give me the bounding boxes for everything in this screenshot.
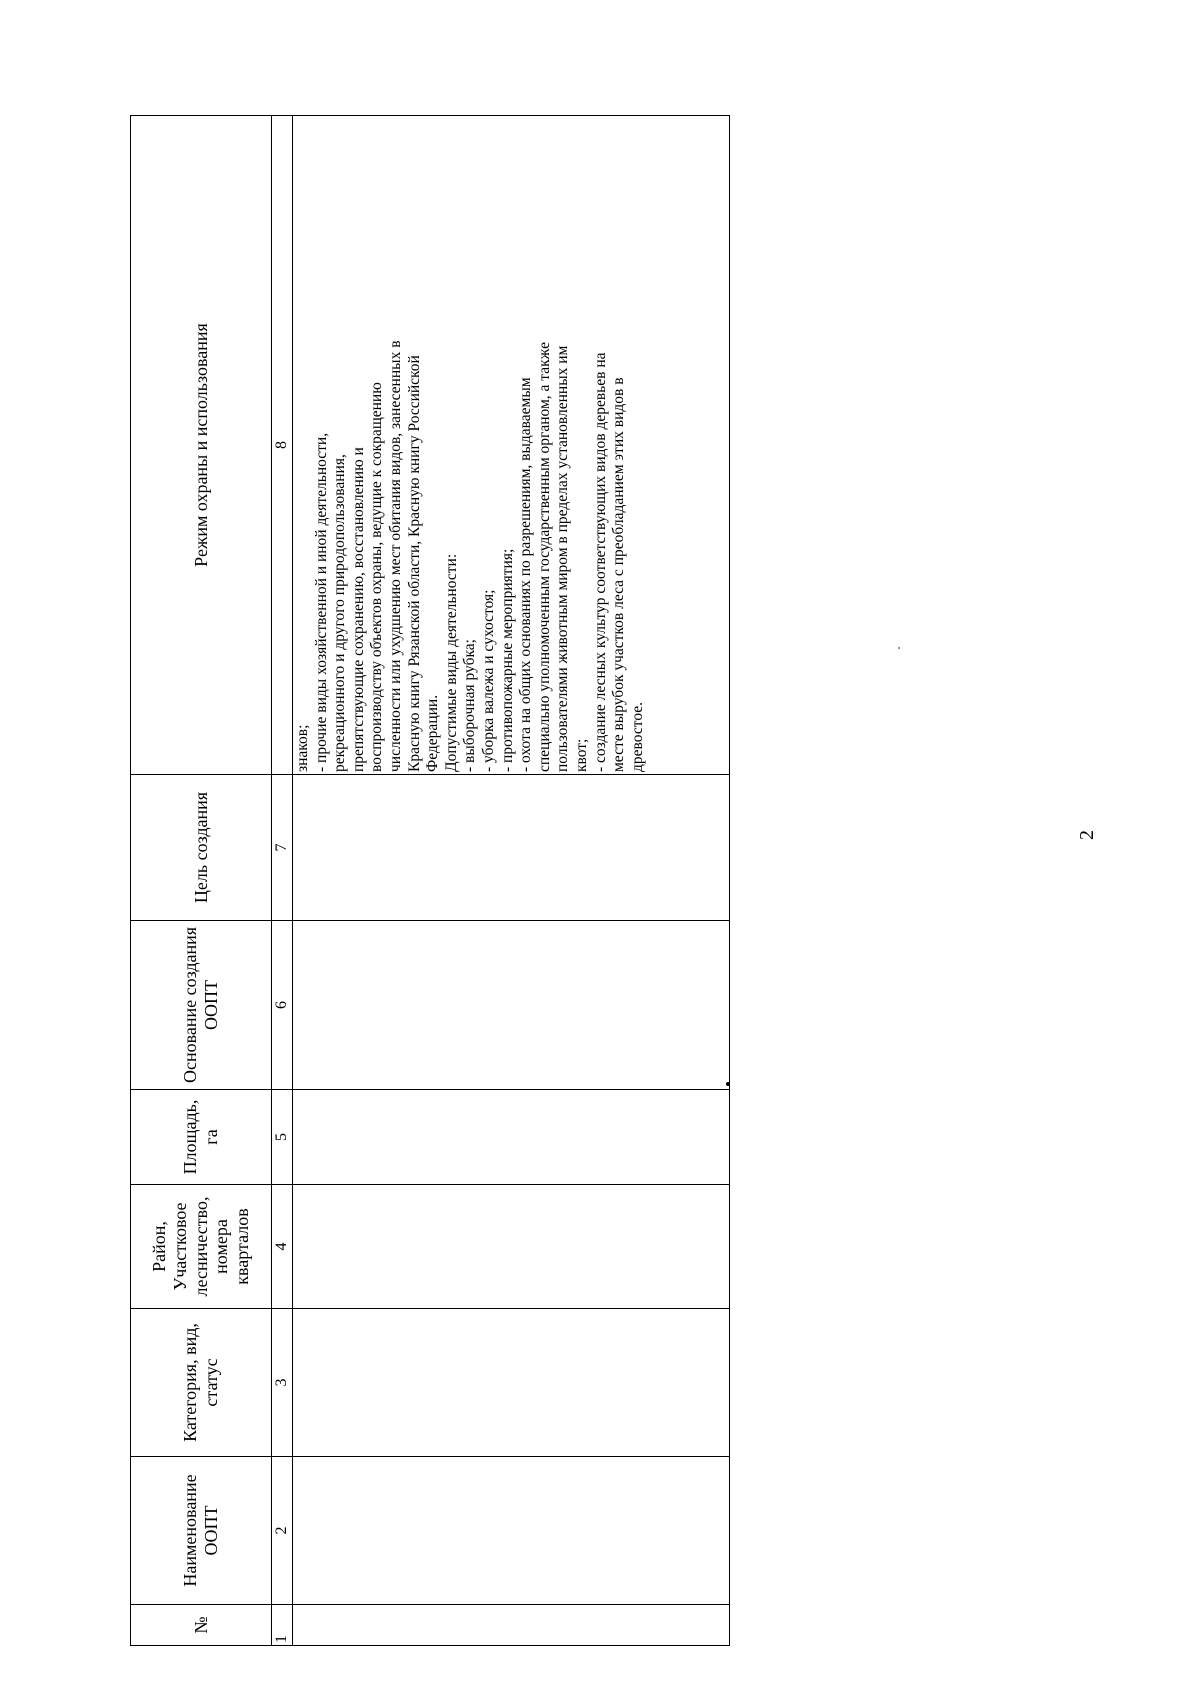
- column-number-8: 8: [272, 116, 293, 775]
- cell-category: [293, 1309, 730, 1457]
- column-number-1: 1: [272, 1605, 293, 1646]
- column-number-2: 2: [272, 1457, 293, 1605]
- cell-district: [293, 1185, 730, 1309]
- regime-line: специально уполномоченным государственным органом, а также: [535, 341, 553, 772]
- header-number: №: [131, 1605, 272, 1646]
- regime-line: - противопожарные мероприятия;: [498, 548, 516, 772]
- page-number: 2: [1076, 830, 1098, 840]
- regime-line: - охота на общих основаниях по разрешениям, выдаваемым: [517, 377, 535, 772]
- table-row: [293, 116, 730, 1646]
- regime-line: - создание лесных культур соответствующих видов деревьев на: [591, 352, 609, 772]
- cell-basis: [293, 921, 730, 1090]
- cell-regime: [293, 116, 730, 775]
- column-number-6: 6: [272, 921, 293, 1090]
- regime-line: Красную книгу Рязанской области, Красную книгу Российской: [405, 355, 423, 772]
- regime-line: - выборочная рубка;: [461, 639, 479, 772]
- regime-line: пользователями животным миром в пределах установленных им: [554, 345, 572, 772]
- cell-number: [293, 1605, 730, 1646]
- header-basis: Основание создания ООПТ: [131, 921, 272, 1090]
- column-number-7: 7: [272, 775, 293, 921]
- regime-line: Допустимые виды деятельности:: [442, 553, 460, 772]
- header-name: Наименование ООПТ: [131, 1457, 272, 1605]
- header-row: [131, 116, 272, 1646]
- regime-line: квот;: [572, 738, 590, 772]
- regime-line: препятствующие сохранению, восстановлению и: [349, 447, 367, 772]
- scan-speck: [898, 647, 900, 649]
- column-number-5: 5: [272, 1090, 293, 1185]
- scan-dot: [726, 1082, 730, 1086]
- header-district: Район, Участковое лесничество, номера кварталов: [131, 1185, 272, 1309]
- column-number-row: [272, 116, 293, 1646]
- regime-line: рекреационного и другого природопользования,: [331, 454, 349, 772]
- regime-line: - прочие виды хозяйственной и иной деятельности,: [312, 432, 330, 772]
- regime-line: знаков;: [294, 724, 311, 772]
- oopt-table: [130, 115, 730, 1646]
- header-area: Площадь, га: [131, 1090, 272, 1185]
- cell-area: [293, 1090, 730, 1185]
- regime-line: Федерации.: [424, 694, 442, 772]
- rotated-table-page: [130, 116, 730, 1646]
- regime-line: месте вырубок участков леса с преобладанием этих видов в: [610, 377, 628, 772]
- cell-purpose: [293, 775, 730, 921]
- header-purpose: Цель создания: [131, 775, 272, 921]
- header-category: Категория, вид, статус: [131, 1309, 272, 1457]
- column-number-3: 3: [272, 1309, 293, 1457]
- regime-line: - уборка валежа и сухостоя;: [479, 589, 497, 772]
- regime-line: численности или ухудшению мест обитания видов, занесенных в: [386, 340, 404, 772]
- regime-line: древостое.: [628, 701, 646, 772]
- column-number-4: 4: [272, 1185, 293, 1309]
- cell-name: [293, 1457, 730, 1605]
- regime-line: воспроизводству объектов охраны, ведущие к сокращению: [368, 382, 386, 772]
- header-regime: Режим охраны и использования: [131, 116, 272, 775]
